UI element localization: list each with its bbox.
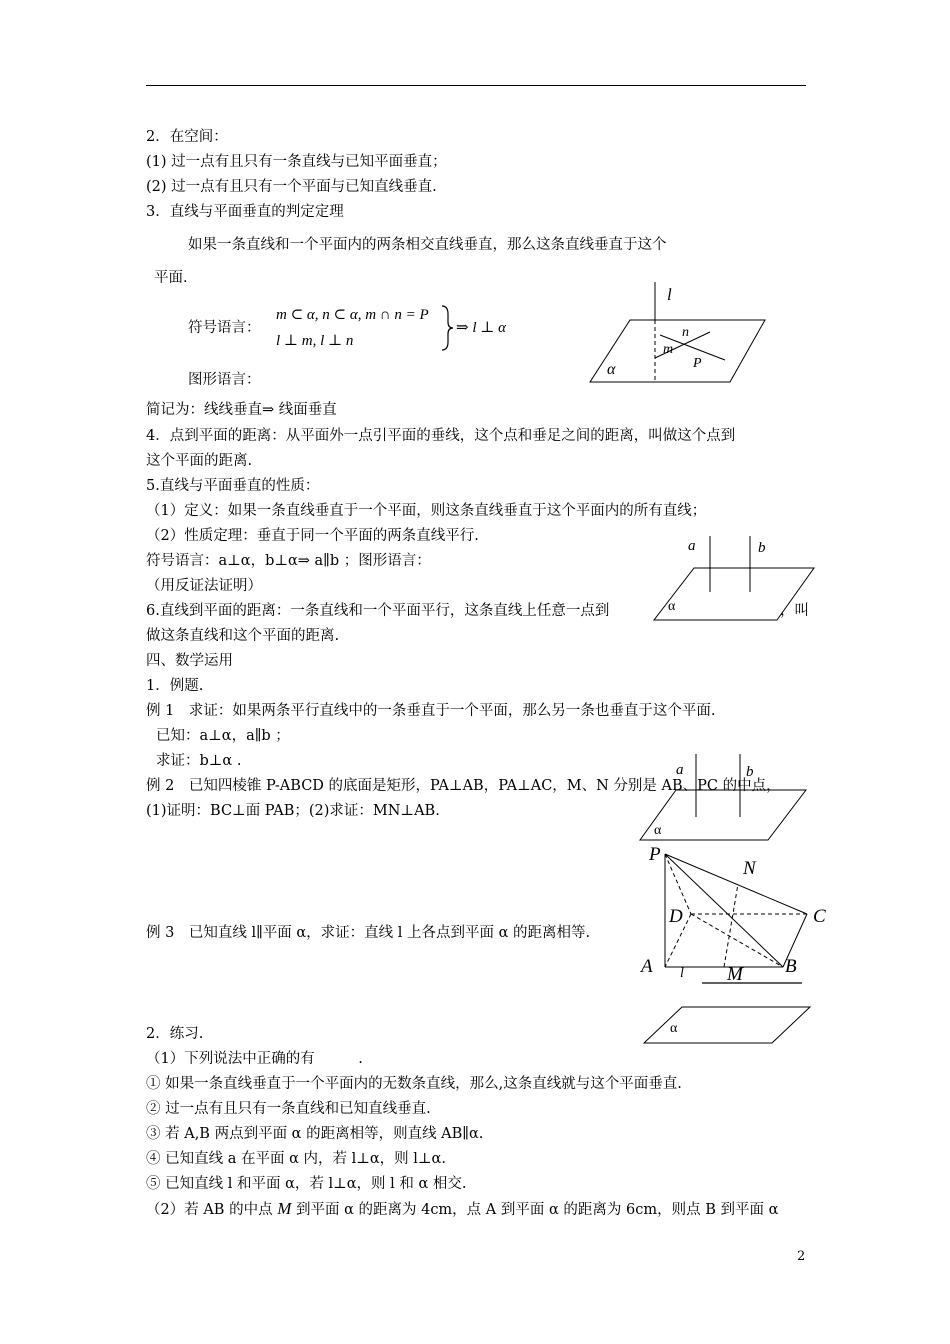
label-n: N [743, 858, 756, 879]
option-3: ③ 若 A,B 两点到平面 α 的距离相等，则直线 AB∥α. [146, 1126, 484, 1142]
option-4: ④ 已知直线 a 在平面 α 内，若 l⊥α，则 l⊥α. [146, 1151, 446, 1167]
text-line: (2) 过一点有且只有一个平面与已知直线垂直. [146, 179, 437, 195]
text-line: （用反证法证明） [146, 578, 262, 594]
label-p: P [649, 844, 661, 865]
text-line: 4．点到平面的距离：从平面外一点引平面的垂线，这个点和垂足之间的距离，叫做这个点到 [146, 428, 736, 444]
brace-symbol [440, 304, 454, 352]
label-b: B [785, 956, 797, 977]
text-line: (1)证明：BC⊥面 PAB；(2)求证：MN⊥AB. [146, 803, 440, 819]
text-fragment: 到平面 α 的距离为 4cm，点 A 到平面 α 的距离为 6cm，则点 B 到平面 α [295, 1202, 779, 1218]
symbol-conclusion: ⇒ l ⊥ α [456, 320, 506, 336]
text-line: 已知：a⊥α，a∥b ； [156, 728, 290, 744]
theorem-text: 平面. [154, 270, 188, 286]
label-a: A [641, 956, 653, 977]
text-line: （2）性质定理：垂直于同一个平面的两条直线平行. [146, 528, 479, 544]
symbol-language-label: 符号语言： [188, 320, 261, 336]
example-1: 例 1 求证：如果两条平行直线中的一条垂直于一个平面，那么另一条也垂直于这个平面. [146, 703, 716, 719]
text-line: 符号语言：a⊥α，b⊥α⇒ a∥b ；图形语言： [146, 553, 431, 569]
text-line: 求证：b⊥α . [156, 753, 242, 769]
text-line: 2．练习. [146, 1026, 204, 1042]
text-line-tail: ，叫 [780, 603, 809, 619]
option-2: ② 过一点有且只有一条直线和已知直线垂直. [146, 1101, 431, 1117]
symbol-condition-2: l ⊥ m, l ⊥ n [276, 333, 354, 349]
page-number: 2 [797, 1249, 806, 1264]
text-line: 2．在空间： [146, 129, 228, 145]
text-line: 3．直线与平面垂直的判定定理 [146, 204, 344, 220]
text-line: 1．例题. [146, 678, 204, 694]
label-alpha: α [654, 823, 662, 838]
label-l: l [680, 966, 684, 981]
label-b: b [758, 540, 766, 556]
section-heading: 四、数学运用 [146, 653, 233, 669]
exercise-question: （1）下列说法中正确的有 . [146, 1051, 363, 1067]
figure-line-perpendicular-plane [585, 280, 775, 390]
label-m: M [727, 964, 743, 985]
label-a: a [676, 762, 684, 778]
math-var: M [277, 1199, 292, 1218]
label-alpha: α [670, 1021, 678, 1036]
label-c: C [813, 906, 826, 927]
header-rule [146, 85, 806, 86]
figure-pyramid [635, 842, 835, 985]
text-line: (1) 过一点有且只有一条直线与已知平面垂直； [146, 154, 447, 170]
label-d: D [669, 906, 683, 927]
label-alpha: α [607, 361, 616, 378]
label-n: n [682, 325, 689, 340]
label-m: m [663, 342, 674, 357]
option-5: ⑤ 已知直线 l 和平面 α，若 l⊥α，则 l 和 α 相交. [146, 1176, 467, 1192]
text-line: 5.直线与平面垂直的性质： [146, 478, 320, 494]
example-3: 例 3 已知直线 l∥平面 α，求证：直线 l 上各点到平面 α 的距离相等. [146, 925, 591, 941]
text-line: 简记为：线线垂直⇒ 线面垂直 [146, 402, 337, 418]
label-alpha: α [668, 599, 676, 614]
text-line: 做这条直线和这个平面的距离. [146, 628, 340, 644]
figure-example-1 [638, 752, 808, 844]
exercise-question-2 [146, 1199, 778, 1220]
text-fragment: （2）若 AB 的中点 [146, 1202, 273, 1218]
example-2: 例 2 已知四棱锥 P-ABCD 的底面是矩形，PA⊥AB，PA⊥AC，M、N 分别是 AB、PC 的中点， [146, 778, 781, 794]
label-p: P [693, 356, 702, 371]
figure-line-parallel-plane [642, 962, 812, 1047]
label-l: l [667, 285, 672, 304]
text-line: （1）定义：如果一条直线垂直于一个平面，则这条直线垂直于这个平面内的所有直线； [146, 503, 707, 519]
label-a: a [688, 538, 696, 554]
theorem-text: 如果一条直线和一个平面内的两条相交直线垂直，那么这条直线垂直于这个 [188, 237, 667, 253]
text-line: 6.直线到平面的距离：一条直线和一个平面平行，这条直线上任意一点到 [146, 603, 610, 619]
option-1: ① 如果一条直线垂直于一个平面内的无数条直线，那么,这条直线就与这个平面垂直. [146, 1076, 682, 1092]
text-line: 这个平面的距离. [146, 453, 253, 469]
figure-parallel-perpendiculars [652, 530, 817, 625]
symbol-condition-1: m ⊂ α, n ⊂ α, m ∩ n = P [276, 307, 429, 323]
label-b: b [746, 764, 754, 780]
figure-language-label: 图形语言： [188, 372, 261, 388]
